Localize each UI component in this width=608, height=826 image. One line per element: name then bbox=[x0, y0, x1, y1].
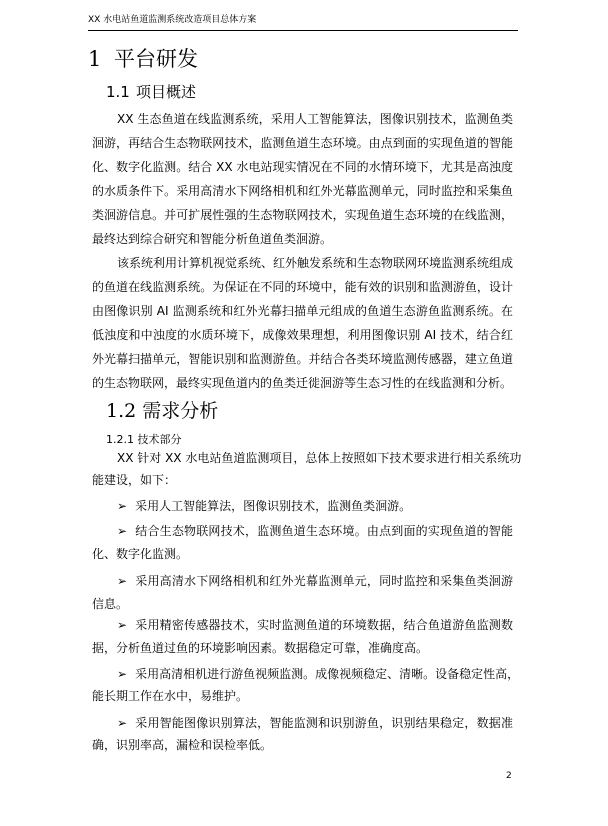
bullet-5 bbox=[117, 664, 520, 684]
bullet-3-text: 采用高清水下网络相机和红外光幕监测单元，同时监控和采集鱼类洄游 bbox=[135, 574, 513, 588]
arrow-bullet-icon: ➢ bbox=[117, 574, 128, 588]
bullet-6-continuation: 确，识别率高，漏检和误检率低。 bbox=[92, 738, 273, 752]
paragraph-1-line: 类洄游信息。并可扩展性强的生态物联网技术，实现鱼道生态环境的在线监测， bbox=[92, 208, 513, 222]
paragraph-2-line: 的鱼道在线监测系统。为保证在不同的环境中，能有效的识别和监测游鱼，设计 bbox=[92, 280, 513, 294]
paragraph-2-line: 外光幕扫描单元，智能识别和监测游鱼。并结合各类环境监测传感器，建立鱼道 bbox=[92, 352, 513, 366]
bullet-5-continuation: 能长期工作在水中，易维护。 bbox=[92, 689, 249, 703]
section-1-1-number: 1.1 bbox=[106, 83, 130, 101]
bullet-2-continuation: 化、数字化监测。 bbox=[92, 547, 189, 561]
paragraph-2-line: 由图像识别 AI 监测系统和红外光幕扫描单元组成的鱼道生态游鱼监测系统。在 bbox=[92, 304, 513, 318]
paragraph-2-line: 的生态物联网，最终实现鱼道内的鱼类迁徙洄游等生态习性的在线监测和分析。 bbox=[92, 376, 513, 390]
paragraph-3-line: XX 针对 XX 水电站鱼道监测项目，总体上按照如下技术要求进行相关系统功 bbox=[117, 451, 522, 465]
bullet-4-continuation: 据，分析鱼道过鱼的环境影响因素。数据稳定可靠，准确度高。 bbox=[92, 641, 429, 655]
paragraph-2-line: 低浊度和中浊度的水质环境下，成像效果理想，利用图像识别 AI 技术，结合红 bbox=[92, 328, 513, 342]
page-number: 2 bbox=[506, 771, 512, 781]
arrow-bullet-icon: ➢ bbox=[117, 499, 128, 513]
section-1-heading bbox=[88, 44, 198, 74]
bullet-3 bbox=[117, 571, 513, 591]
bullet-3-continuation: 信息。 bbox=[92, 597, 129, 611]
bullet-6-text: 采用智能图像识别算法，智能监测和识别游鱼，识别结果稳定，数据准 bbox=[135, 716, 513, 730]
paragraph-1-line: 化、数字化监测。结合 XX 水电站现实情况在不同的水情环境下，尤其是高浊度 bbox=[92, 160, 513, 174]
bullet-4-text: 采用精密传感器技术，实时监测鱼道的环境数据，结合鱼道游鱼监测数 bbox=[135, 618, 513, 632]
paragraph-1-line: 洄游，再结合生态物联网技术，监测鱼道生态环境。由点到面的实现鱼道的智能 bbox=[92, 136, 513, 150]
paragraph-3-line: 能建设，如下： bbox=[92, 473, 177, 487]
arrow-bullet-icon: ➢ bbox=[117, 716, 128, 730]
arrow-bullet-icon: ➢ bbox=[117, 618, 128, 632]
bullet-6 bbox=[117, 713, 513, 733]
section-1-1-title: 项目概述 bbox=[136, 83, 197, 101]
section-1-1-heading bbox=[106, 80, 196, 104]
bullet-2 bbox=[117, 521, 513, 541]
arrow-bullet-icon: ➢ bbox=[117, 667, 128, 681]
paragraph-1-line: XX 生态鱼道在线监测系统，采用人工智能算法，图像识别技术，监测鱼类 bbox=[117, 112, 513, 126]
bullet-5-text: 采用高清相机进行游鱼视频监测。成像视频稳定、清晰。设备稳定性高， bbox=[135, 667, 520, 681]
section-1-title: 平台研发 bbox=[114, 47, 198, 71]
bullet-2-text: 结合生态物联网技术，监测鱼道生态环境。由点到面的实现鱼道的智能 bbox=[135, 524, 513, 538]
paragraph-1-line: 的水质条件下。采用高清水下网络相机和红外光幕监测单元，同时监控和采集鱼 bbox=[92, 184, 513, 198]
page-header bbox=[88, 12, 518, 31]
section-1-number: 1 bbox=[88, 47, 102, 71]
paragraph-2-line: 该系统利用计算机视觉系统、红外触发系统和生态物联网环境监测系统组成 bbox=[117, 256, 514, 270]
section-1-2-heading: 1.2 需求分析 bbox=[106, 400, 219, 422]
section-1-2-1-heading: 1.2.1 技术部分 bbox=[106, 433, 182, 446]
paragraph-1-line: 最终达到综合研究和智能分析鱼道鱼类洄游。 bbox=[92, 232, 333, 246]
header-title: XX 水电站鱼道监测系统改造项目总体方案 bbox=[88, 15, 257, 25]
bullet-1-text: 采用人工智能算法，图像识别技术，监测鱼类洄游。 bbox=[135, 499, 412, 513]
arrow-bullet-icon: ➢ bbox=[117, 524, 128, 538]
bullet-1 bbox=[117, 496, 513, 516]
bullet-4 bbox=[117, 615, 513, 635]
